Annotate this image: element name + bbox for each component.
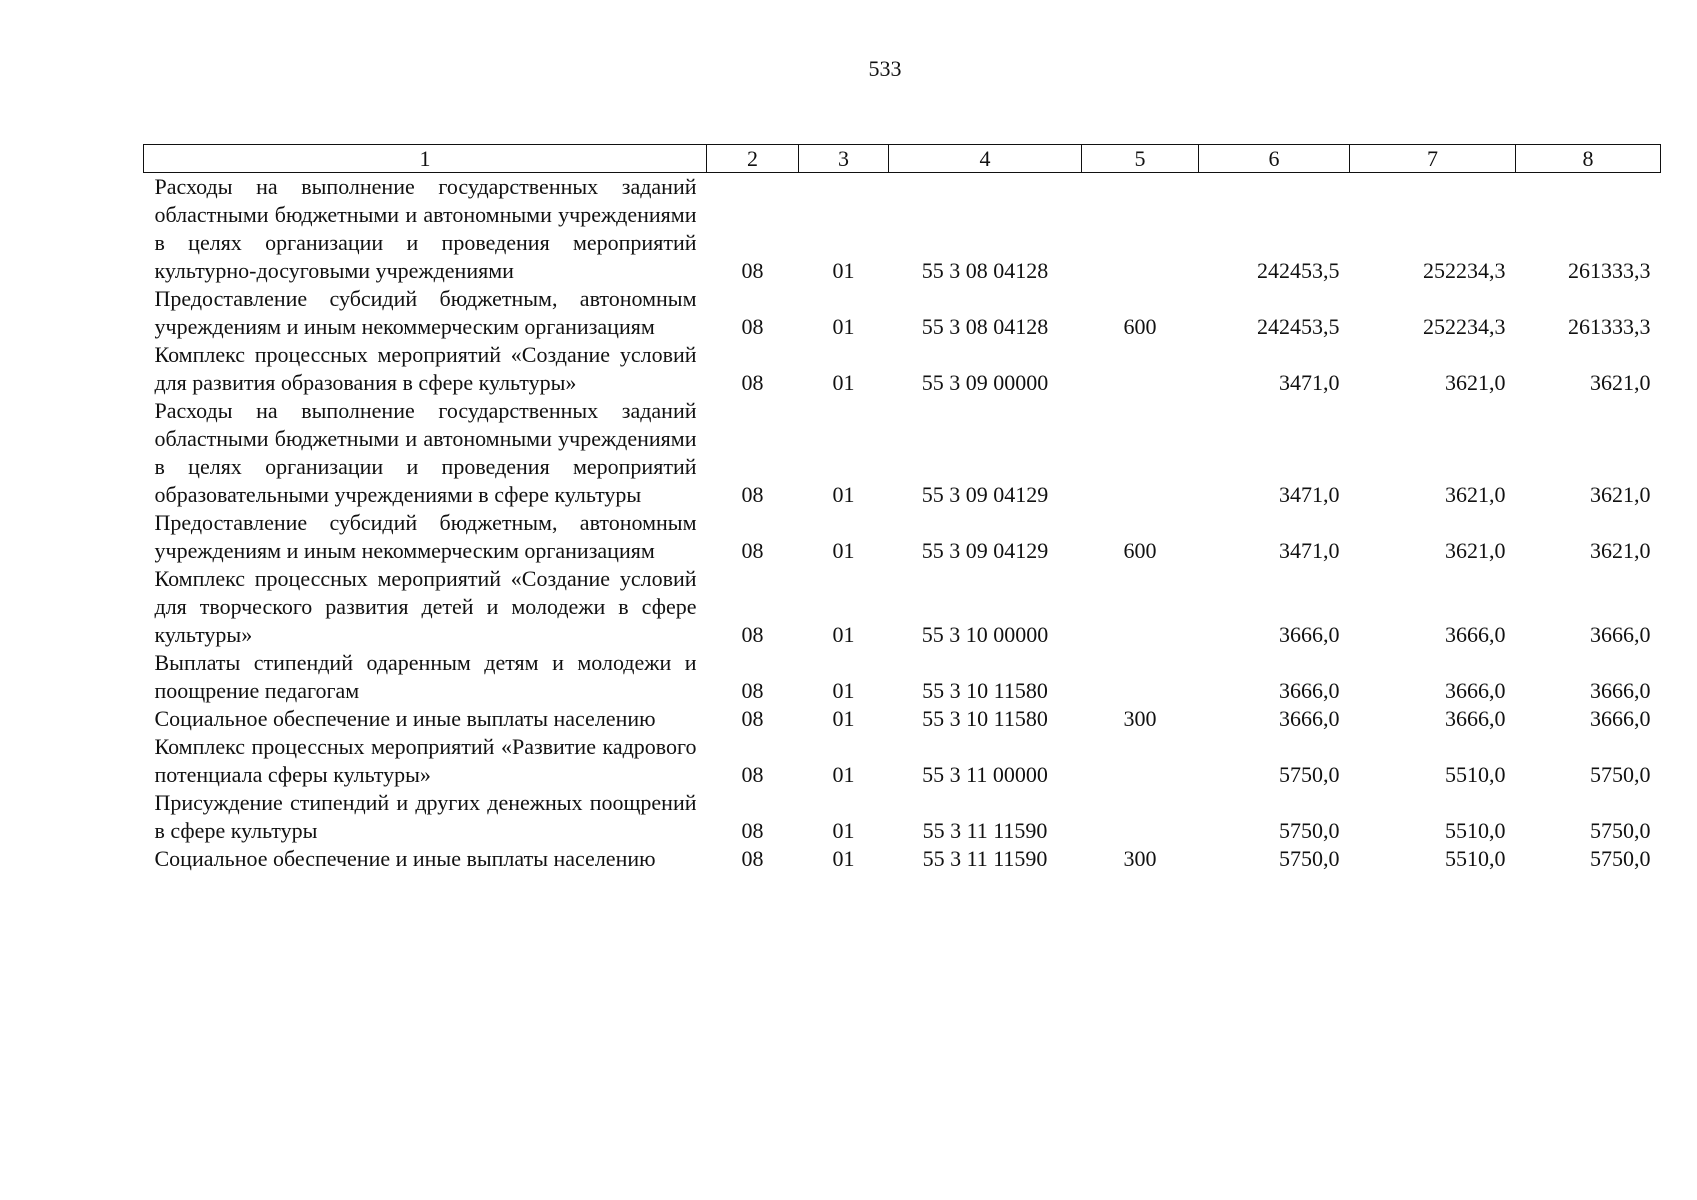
header-col-8: 8 (1516, 145, 1661, 173)
row-amount-col6: 5750,0 (1279, 762, 1340, 787)
row-section: 08 (741, 678, 764, 703)
table-header (144, 145, 1661, 173)
table-row (144, 733, 1661, 789)
row-amount-col6: 3471,0 (1279, 482, 1340, 507)
row-target-code: 55 3 08 04128 (921, 314, 1049, 339)
row-expense-type (1082, 341, 1199, 397)
table-row (144, 509, 1661, 565)
row-subsection: 01 (832, 314, 855, 339)
row-name: Предоставление субсидий бюджетным, автономным учреждениям и иным некоммерческим организациям (154, 286, 697, 339)
row-amount-col8: 3666,0 (1590, 622, 1651, 647)
row-expense-type (1082, 565, 1199, 649)
row-amount-col7: 5510,0 (1445, 846, 1506, 871)
row-name: Расходы на выполнение государственных заданий областными бюджетными и автономными учреждениями в целях организации и проведения мероприятий культурно-досуговыми учреждениями (154, 174, 697, 283)
row-subsection: 01 (832, 762, 855, 787)
row-section: 08 (741, 706, 764, 731)
row-amount-col7: 3666,0 (1445, 706, 1506, 731)
row-subsection: 01 (832, 678, 855, 703)
row-expense-type (1082, 789, 1199, 845)
row-target-code: 55 3 11 11590 (922, 818, 1048, 843)
row-amount-col6: 242453,5 (1257, 258, 1340, 283)
row-name: Комплекс процессных мероприятий «Развитие кадрового потенциала сферы культуры» (154, 734, 697, 787)
header-col-2: 2 (707, 145, 799, 173)
row-amount-col7: 3666,0 (1445, 678, 1506, 703)
row-expense-type (1082, 649, 1199, 705)
row-amount-col7: 3666,0 (1445, 622, 1506, 647)
row-name: Расходы на выполнение государственных заданий областными бюджетными и автономными учреждениями в целях организации и проведения мероприятий образовательными учреждениями в сфере культуры (154, 398, 697, 507)
row-amount-col6: 3666,0 (1279, 706, 1340, 731)
row-name: Социальное обеспечение и иные выплаты населению (154, 846, 656, 871)
row-section: 08 (741, 482, 764, 507)
row-subsection: 01 (832, 370, 855, 395)
header-col-1: 1 (144, 145, 707, 173)
row-target-code: 55 3 09 04129 (921, 482, 1049, 507)
row-expense-type: 600 (1123, 538, 1157, 563)
row-expense-type (1082, 173, 1199, 286)
row-expense-type: 300 (1123, 846, 1157, 871)
header-col-4: 4 (889, 145, 1082, 173)
row-amount-col8: 3666,0 (1590, 706, 1651, 731)
table-body (144, 173, 1661, 874)
row-target-code: 55 3 11 00000 (922, 762, 1048, 787)
row-amount-col6: 3471,0 (1279, 370, 1340, 395)
table-row (144, 845, 1661, 873)
row-name: Комплекс процессных мероприятий «Создание условий для творческого развития детей и молодежи в сфере культуры» (154, 566, 697, 647)
row-expense-type (1082, 733, 1199, 789)
row-target-code: 55 3 08 04128 (921, 258, 1049, 283)
row-amount-col7: 3621,0 (1445, 370, 1506, 395)
row-amount-col8: 261333,3 (1568, 258, 1651, 283)
row-amount-col7: 5510,0 (1445, 818, 1506, 843)
row-name: Выплаты стипендий одаренным детям и молодежи и поощрение педагогам (154, 650, 697, 703)
row-section: 08 (741, 762, 764, 787)
row-expense-type (1082, 397, 1199, 509)
table-row (144, 565, 1661, 649)
row-amount-col7: 5510,0 (1445, 762, 1506, 787)
row-amount-col7: 3621,0 (1445, 538, 1506, 563)
row-subsection: 01 (832, 538, 855, 563)
row-amount-col8: 5750,0 (1590, 818, 1651, 843)
row-section: 08 (741, 818, 764, 843)
header-col-7: 7 (1350, 145, 1516, 173)
row-amount-col6: 3471,0 (1279, 538, 1340, 563)
table-row (144, 649, 1661, 705)
row-amount-col7: 252234,3 (1423, 258, 1506, 283)
row-amount-col6: 3666,0 (1279, 622, 1340, 647)
row-target-code: 55 3 09 04129 (921, 538, 1049, 563)
header-col-5: 5 (1082, 145, 1199, 173)
row-amount-col7: 3621,0 (1445, 482, 1506, 507)
row-amount-col6: 3666,0 (1279, 678, 1340, 703)
row-subsection: 01 (832, 258, 855, 283)
table-row (144, 705, 1661, 733)
row-amount-col8: 5750,0 (1590, 846, 1651, 871)
row-section: 08 (741, 314, 764, 339)
row-amount-col8: 261333,3 (1568, 314, 1651, 339)
row-name: Социальное обеспечение и иные выплаты населению (154, 706, 656, 731)
row-subsection: 01 (832, 846, 855, 871)
header-col-6: 6 (1199, 145, 1350, 173)
page-number: 533 (868, 56, 902, 81)
row-expense-type: 600 (1123, 314, 1157, 339)
row-target-code: 55 3 09 00000 (921, 370, 1049, 395)
budget-table (143, 144, 1661, 873)
row-target-code: 55 3 10 00000 (921, 622, 1049, 647)
row-amount-col6: 5750,0 (1279, 846, 1340, 871)
row-amount-col7: 252234,3 (1423, 314, 1506, 339)
row-section: 08 (741, 846, 764, 871)
row-name: Комплекс процессных мероприятий «Создание условий для развития образования в сфере культуры» (154, 342, 697, 395)
row-section: 08 (741, 370, 764, 395)
table-row (144, 397, 1661, 509)
row-amount-col6: 5750,0 (1279, 818, 1340, 843)
row-target-code: 55 3 10 11580 (922, 706, 1048, 731)
row-target-code: 55 3 10 11580 (922, 678, 1048, 703)
row-subsection: 01 (832, 622, 855, 647)
row-amount-col8: 3621,0 (1590, 370, 1651, 395)
row-target-code: 55 3 11 11590 (922, 846, 1048, 871)
row-amount-col6: 242453,5 (1257, 314, 1340, 339)
row-section: 08 (741, 538, 764, 563)
table-row (144, 341, 1661, 397)
table-row (144, 173, 1661, 286)
row-name: Присуждение стипендий и других денежных поощрений в сфере культуры (154, 790, 697, 843)
row-name: Предоставление субсидий бюджетным, автономным учреждениям и иным некоммерческим организациям (154, 510, 697, 563)
row-section: 08 (741, 258, 764, 283)
header-row (144, 145, 1661, 173)
row-subsection: 01 (832, 706, 855, 731)
table-row (144, 789, 1661, 845)
row-amount-col8: 3621,0 (1590, 538, 1651, 563)
row-amount-col8: 3666,0 (1590, 678, 1651, 703)
row-subsection: 01 (832, 818, 855, 843)
row-subsection: 01 (832, 482, 855, 507)
row-amount-col8: 5750,0 (1590, 762, 1651, 787)
table-row (144, 285, 1661, 341)
header-col-3: 3 (799, 145, 889, 173)
row-amount-col8: 3621,0 (1590, 482, 1651, 507)
row-expense-type: 300 (1123, 706, 1157, 731)
row-section: 08 (741, 622, 764, 647)
